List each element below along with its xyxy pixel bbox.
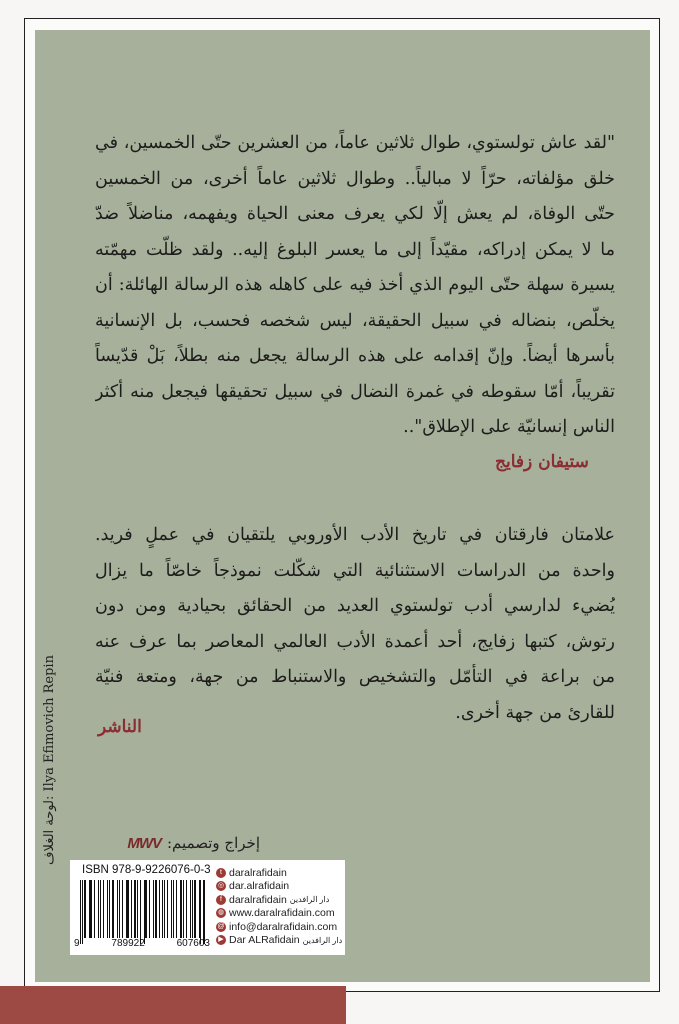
- contact-arabic: دار الرافدين: [302, 935, 343, 945]
- quote-text: [95, 126, 615, 446]
- barcode-bar: [176, 880, 177, 938]
- barcode-bar: [173, 880, 174, 938]
- barcode-bar: [144, 880, 145, 944]
- barcode-bar: [155, 880, 157, 938]
- quote-line: يسيرة سهلة حتّى اليوم الذي أخذ فيه على كاهله هذه الرسالة الهائلة: أن: [95, 275, 615, 295]
- quote-line: الناس إنسانيّة على الإطلاق"..: [403, 417, 615, 437]
- blurb-text: [95, 518, 615, 731]
- barcode-bar: [131, 880, 132, 938]
- barcode-bar: [103, 880, 104, 938]
- barcode-bar: [100, 880, 101, 938]
- barcode-bar: [98, 880, 99, 938]
- spine-strip: [0, 986, 346, 1024]
- contact-text: daralrafidain: [229, 866, 287, 879]
- barcode-bar: [80, 880, 81, 944]
- barcode-bar: [134, 880, 136, 938]
- blurb-line: للقارئ من جهة أخرى.: [455, 702, 615, 723]
- quote-line: حتّى الوفاة، لم يعش إلّا لكي يعرف معنى الحياة ويفهمه، مناضلاً ضدّ: [95, 204, 615, 224]
- barcode-bar: [183, 880, 184, 938]
- barcode-bar: [82, 880, 83, 944]
- contact-website: [216, 907, 342, 921]
- barcode-bar: [107, 880, 108, 938]
- blurb-line: من براعة في التأمّل والتشخيص والاستنباط من جهة، ومتعة فنيّة: [95, 667, 615, 687]
- barcode-bar: [122, 880, 123, 938]
- barcode-bar: [200, 880, 201, 944]
- quote-line: ما لا يمكن إدراكه، مقيّداً إلى ما يعسر البلوغ إليه.. ولقد ظلّت مهمّته: [95, 239, 615, 260]
- barcode-bar: [162, 880, 163, 938]
- barcode-bar: [180, 880, 182, 938]
- barcode-bar: [109, 880, 110, 938]
- contact-text: Dar ALRafidain: [229, 934, 300, 947]
- barcode-bar: [164, 880, 165, 938]
- barcode-digit-group: 607603: [176, 938, 210, 949]
- barcode-bar: [186, 880, 187, 938]
- barcode-bar: [149, 880, 150, 938]
- barcode-bar: [192, 880, 193, 938]
- blurb-line: يُضيء لدارسي أدب تولستوي العديد من الحقائق بحيادية ومن دون: [95, 596, 615, 616]
- isbn-label: ISBN 978-9-9226076-0-3: [82, 864, 211, 876]
- barcode-bar: [112, 880, 114, 938]
- barcode-bar: [90, 880, 92, 938]
- quote-line: "لقد عاش تولستوي، طوال ثلاثين عاماً، من العشرين حتّى الخمسين، في: [95, 133, 615, 153]
- barcode-bar: [84, 880, 85, 938]
- barcode-bar: [137, 880, 138, 938]
- barcode-bar: [194, 880, 195, 938]
- barcode-bar: [94, 880, 95, 938]
- quote-line: يخلّص، بنضاله في سبيل الحقيقة، ليس شخصه فحسب، بل الإنسانية: [95, 310, 615, 331]
- youtube-icon: ▶: [216, 935, 226, 945]
- contact-arabic: دار الرافدين: [289, 895, 330, 905]
- barcode-bar: [171, 880, 172, 938]
- publisher-contacts: [216, 866, 342, 947]
- isbn-box: [70, 860, 345, 955]
- quote-line: خلق مؤلفاته، حرّاً لا مبالياً.. وطوال ثلاثين عاماً أخرى، من الخمسين: [95, 168, 615, 189]
- publisher-signature: الناشر: [98, 717, 142, 737]
- barcode-bar: [159, 880, 160, 938]
- barcode-bar: [145, 880, 146, 938]
- barcode-digit-group: 9: [74, 938, 80, 949]
- blurb-line: رتوش، كتبها زفايج، أحد أعمدة الأدب العالمي المعاصر بما عرف عنه: [95, 631, 615, 652]
- barcode-bar: [119, 880, 120, 938]
- facebook-icon: f: [216, 895, 226, 905]
- blurb-line: واحدة من الدراسات الاستثنائية التي شكّلت نموذجاً خاصّاً ما يزال: [95, 560, 615, 581]
- barcode-bar: [190, 880, 191, 938]
- quote-line: تقريباً، أمّا سقوطه في غمرة النضال في سبيل تحقيقها فيجعل منه أكثر: [95, 381, 615, 402]
- barcode-digit-group: 789922: [111, 938, 145, 949]
- contact-instagram: [216, 880, 342, 894]
- barcode-bar: [167, 880, 168, 938]
- barcode-bar: [127, 880, 128, 938]
- barcode-bar: [203, 880, 205, 944]
- barcode-bar: [126, 880, 127, 938]
- email-icon: @: [217, 922, 225, 930]
- contact-text: daralrafidain: [229, 893, 287, 906]
- design-credit: [100, 828, 260, 858]
- quote-line: بأسرها أيضاً. وإنّ إقدامه على هذه الرسالة يجعل منه بطلاً، بَلْ قدّيساً: [95, 346, 615, 366]
- contact-email: [216, 920, 342, 934]
- barcode: [80, 880, 208, 938]
- designer-logo: MWV: [127, 834, 161, 852]
- contact-text: dar.alrafidain: [229, 880, 290, 893]
- contact-facebook: [216, 893, 342, 907]
- globe-icon: ◍: [217, 909, 225, 917]
- barcode-bar: [199, 880, 200, 938]
- twitter-icon: t: [216, 868, 226, 878]
- barcode-bar: [140, 880, 141, 944]
- barcode-bar: [89, 880, 90, 938]
- design-credit-label: إخراج وتصميم:: [167, 834, 260, 852]
- quote-author: ستيفان زفايج: [495, 452, 589, 472]
- cover-painting-credit: لوحة الغلاف: Ilya Efimovich Repin: [42, 655, 57, 865]
- barcode-bar: [117, 880, 118, 938]
- barcode-digits: [74, 938, 210, 949]
- contact-twitter: [216, 866, 342, 880]
- contact-youtube: [216, 934, 342, 948]
- contact-text: www.daralrafidain.com: [229, 907, 335, 920]
- instagram-icon: ◎: [217, 882, 225, 890]
- barcode-bar: [153, 880, 154, 938]
- blurb-line: علامتان فارقتان في تاريخ الأدب الأوروبي يلتقيان في عملٍ فريد.: [95, 525, 615, 545]
- contact-text: info@daralrafidain.com: [229, 920, 338, 933]
